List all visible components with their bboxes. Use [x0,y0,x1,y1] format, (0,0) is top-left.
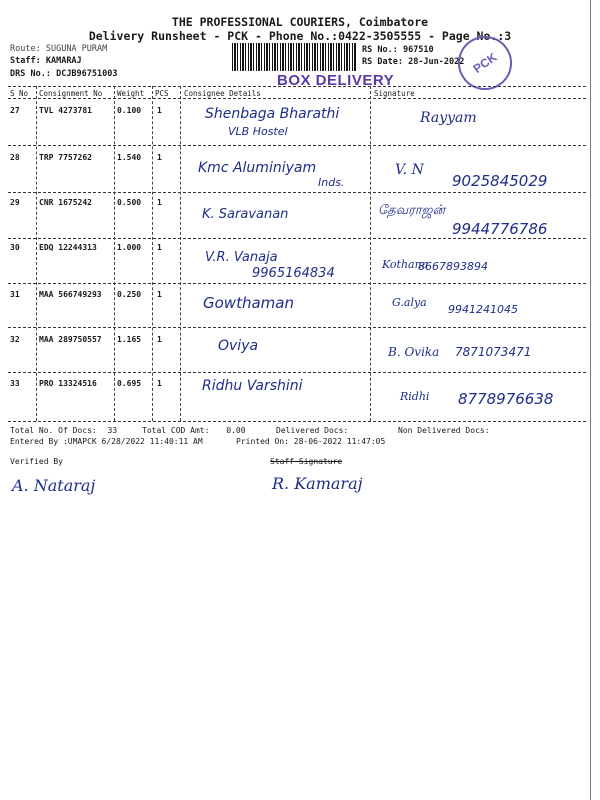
col-header-signature: Signature [374,89,415,98]
row-phone: 8778976638 [458,390,554,408]
header-bottom-rule [8,98,586,99]
row-consignee: K. Saravanan [202,207,289,222]
row-sno: 27 [10,106,20,115]
row-signature: தேவராஜன் [378,203,446,218]
row-weight: 1.165 [117,335,142,344]
row-signature: Rayyam [420,110,477,126]
row-sno: 28 [10,153,20,162]
total-cod-value: 0.00 [226,426,246,435]
row-pcs: 1 [157,106,162,115]
row-consignee: V.R. Vanaja [205,250,278,265]
row-consignment: PRO 13324516 [39,379,97,388]
cod-line [142,426,246,435]
row-sno: 33 [10,379,20,388]
rs-no-label: RS No.: [362,45,398,55]
route-label: Route: [10,44,41,54]
row-weight: 0.100 [117,106,142,115]
row-consignee-line2: VLB Hostel [228,125,288,138]
total-cod-label: Total COD Amt: [142,426,210,435]
row-rule [8,238,586,239]
row-phone: 8667893894 [418,260,488,273]
row-rule [8,327,586,328]
rs-no-value: 967510 [402,45,434,55]
row-consignee-line2: Inds. [318,176,345,189]
row-weight: 1.540 [117,153,142,162]
totals-line [10,426,117,435]
col-divider [370,86,371,421]
row-consignment: TVL 4273781 [39,106,92,115]
row-phone: 9941241045 [448,303,518,316]
row-signature: G.alya [392,296,427,309]
staff-line [10,56,82,66]
row-phone: 7871073471 [455,345,532,359]
row-pcs: 1 [157,243,162,252]
row-sno: 31 [10,290,20,299]
total-docs-label: Total No. Of Docs: [10,426,97,435]
row-pcs: 1 [157,153,162,162]
row-consignee: Kmc Aluminiyam [198,160,317,176]
printed-on: Printed On: 28-06-2022 11:47:05 [236,437,386,446]
barcode-image [232,43,357,71]
col-divider [152,86,153,421]
row-sno: 29 [10,198,20,207]
row-consignment: MAA 566749293 [39,290,102,299]
row-rule [8,372,586,373]
row-pcs: 1 [157,290,162,299]
row-consignee: Oviya [218,338,259,354]
drs-value: DCJB96751003 [56,69,118,79]
col-divider [180,86,181,421]
row-consignee: Ridhu Varshini [202,378,303,394]
verified-signature: A. Nataraj [12,476,96,495]
row-consignment: TRP 7757262 [39,153,92,162]
verified-by-label: Verified By [10,457,63,466]
row-consignee-line2: 9965164834 [252,266,335,281]
row-pcs: 1 [157,198,162,207]
staff-value: KAMARAJ [45,56,82,66]
row-signature: B. Ovika [388,345,440,359]
rs-date-line [362,57,464,67]
staff-signature: R. Kamaraj [272,474,363,493]
row-phone: 9944776786 [452,220,548,238]
row-rule [8,192,586,193]
staff-signature-label: Staff Signature [270,457,343,466]
delivered-docs-label: Delivered Docs: [276,426,349,435]
table-top-rule [8,86,586,87]
col-header-sno: S No [10,89,29,98]
row-signature: Kothana [382,258,429,271]
row-weight: 0.500 [117,198,142,207]
col-header-pcs: PCS [155,89,169,98]
rs-date-label: RS Date: [362,57,403,67]
row-consignment: MAA 289750557 [39,335,102,344]
row-signature: V. N [395,162,424,178]
company-title: THE PROFESSIONAL COURIERS, Coimbatore [171,15,429,29]
row-consignment: EDQ 12244313 [39,243,97,252]
non-delivered-docs-label: Non Delivered Docs: [398,426,490,435]
row-pcs: 1 [157,335,162,344]
pck-stamp: PCK [447,25,522,100]
route-value: SUGUNA PURAM [45,44,108,54]
entered-by: Entered By :UMAPCK 6/28/2022 11:40:11 AM [10,437,203,446]
drs-line [10,69,118,79]
total-docs-value: 33 [107,426,118,435]
row-consignee: Gowthaman [203,294,294,312]
col-header-weight: Weight [117,89,145,98]
route-line [10,44,107,54]
table-bottom-rule [8,421,586,422]
col-divider [114,86,115,421]
col-divider [36,86,37,421]
row-rule [8,145,586,146]
row-rule [8,283,586,284]
row-weight: 0.250 [117,290,142,299]
row-consignee: Shenbaga Bharathi [205,106,340,122]
row-signature: Ridhi [400,390,430,403]
row-pcs: 1 [157,379,162,388]
staff-label: Staff: [10,56,41,66]
rs-date-value: 28-Jun-2022 [408,57,465,67]
runsheet-subtitle: Delivery Runsheet - PCK - Phone No.:0422-3505555 - Page No.:3 [88,29,512,43]
scan-edge-line [590,0,591,800]
rs-no-line [362,45,434,55]
col-header-consignee: Consignee Details [184,89,261,98]
col-header-consignment: Consignment No [39,89,103,98]
row-weight: 0.695 [117,379,142,388]
row-weight: 1.000 [117,243,142,252]
drs-label: DRS No.: [10,69,51,79]
row-sno: 30 [10,243,20,252]
row-consignment: CNR 1675242 [39,198,92,207]
row-phone: 9025845029 [452,172,548,190]
row-sno: 32 [10,335,20,344]
box-delivery-stamp: BOX DELIVERY [277,72,395,89]
